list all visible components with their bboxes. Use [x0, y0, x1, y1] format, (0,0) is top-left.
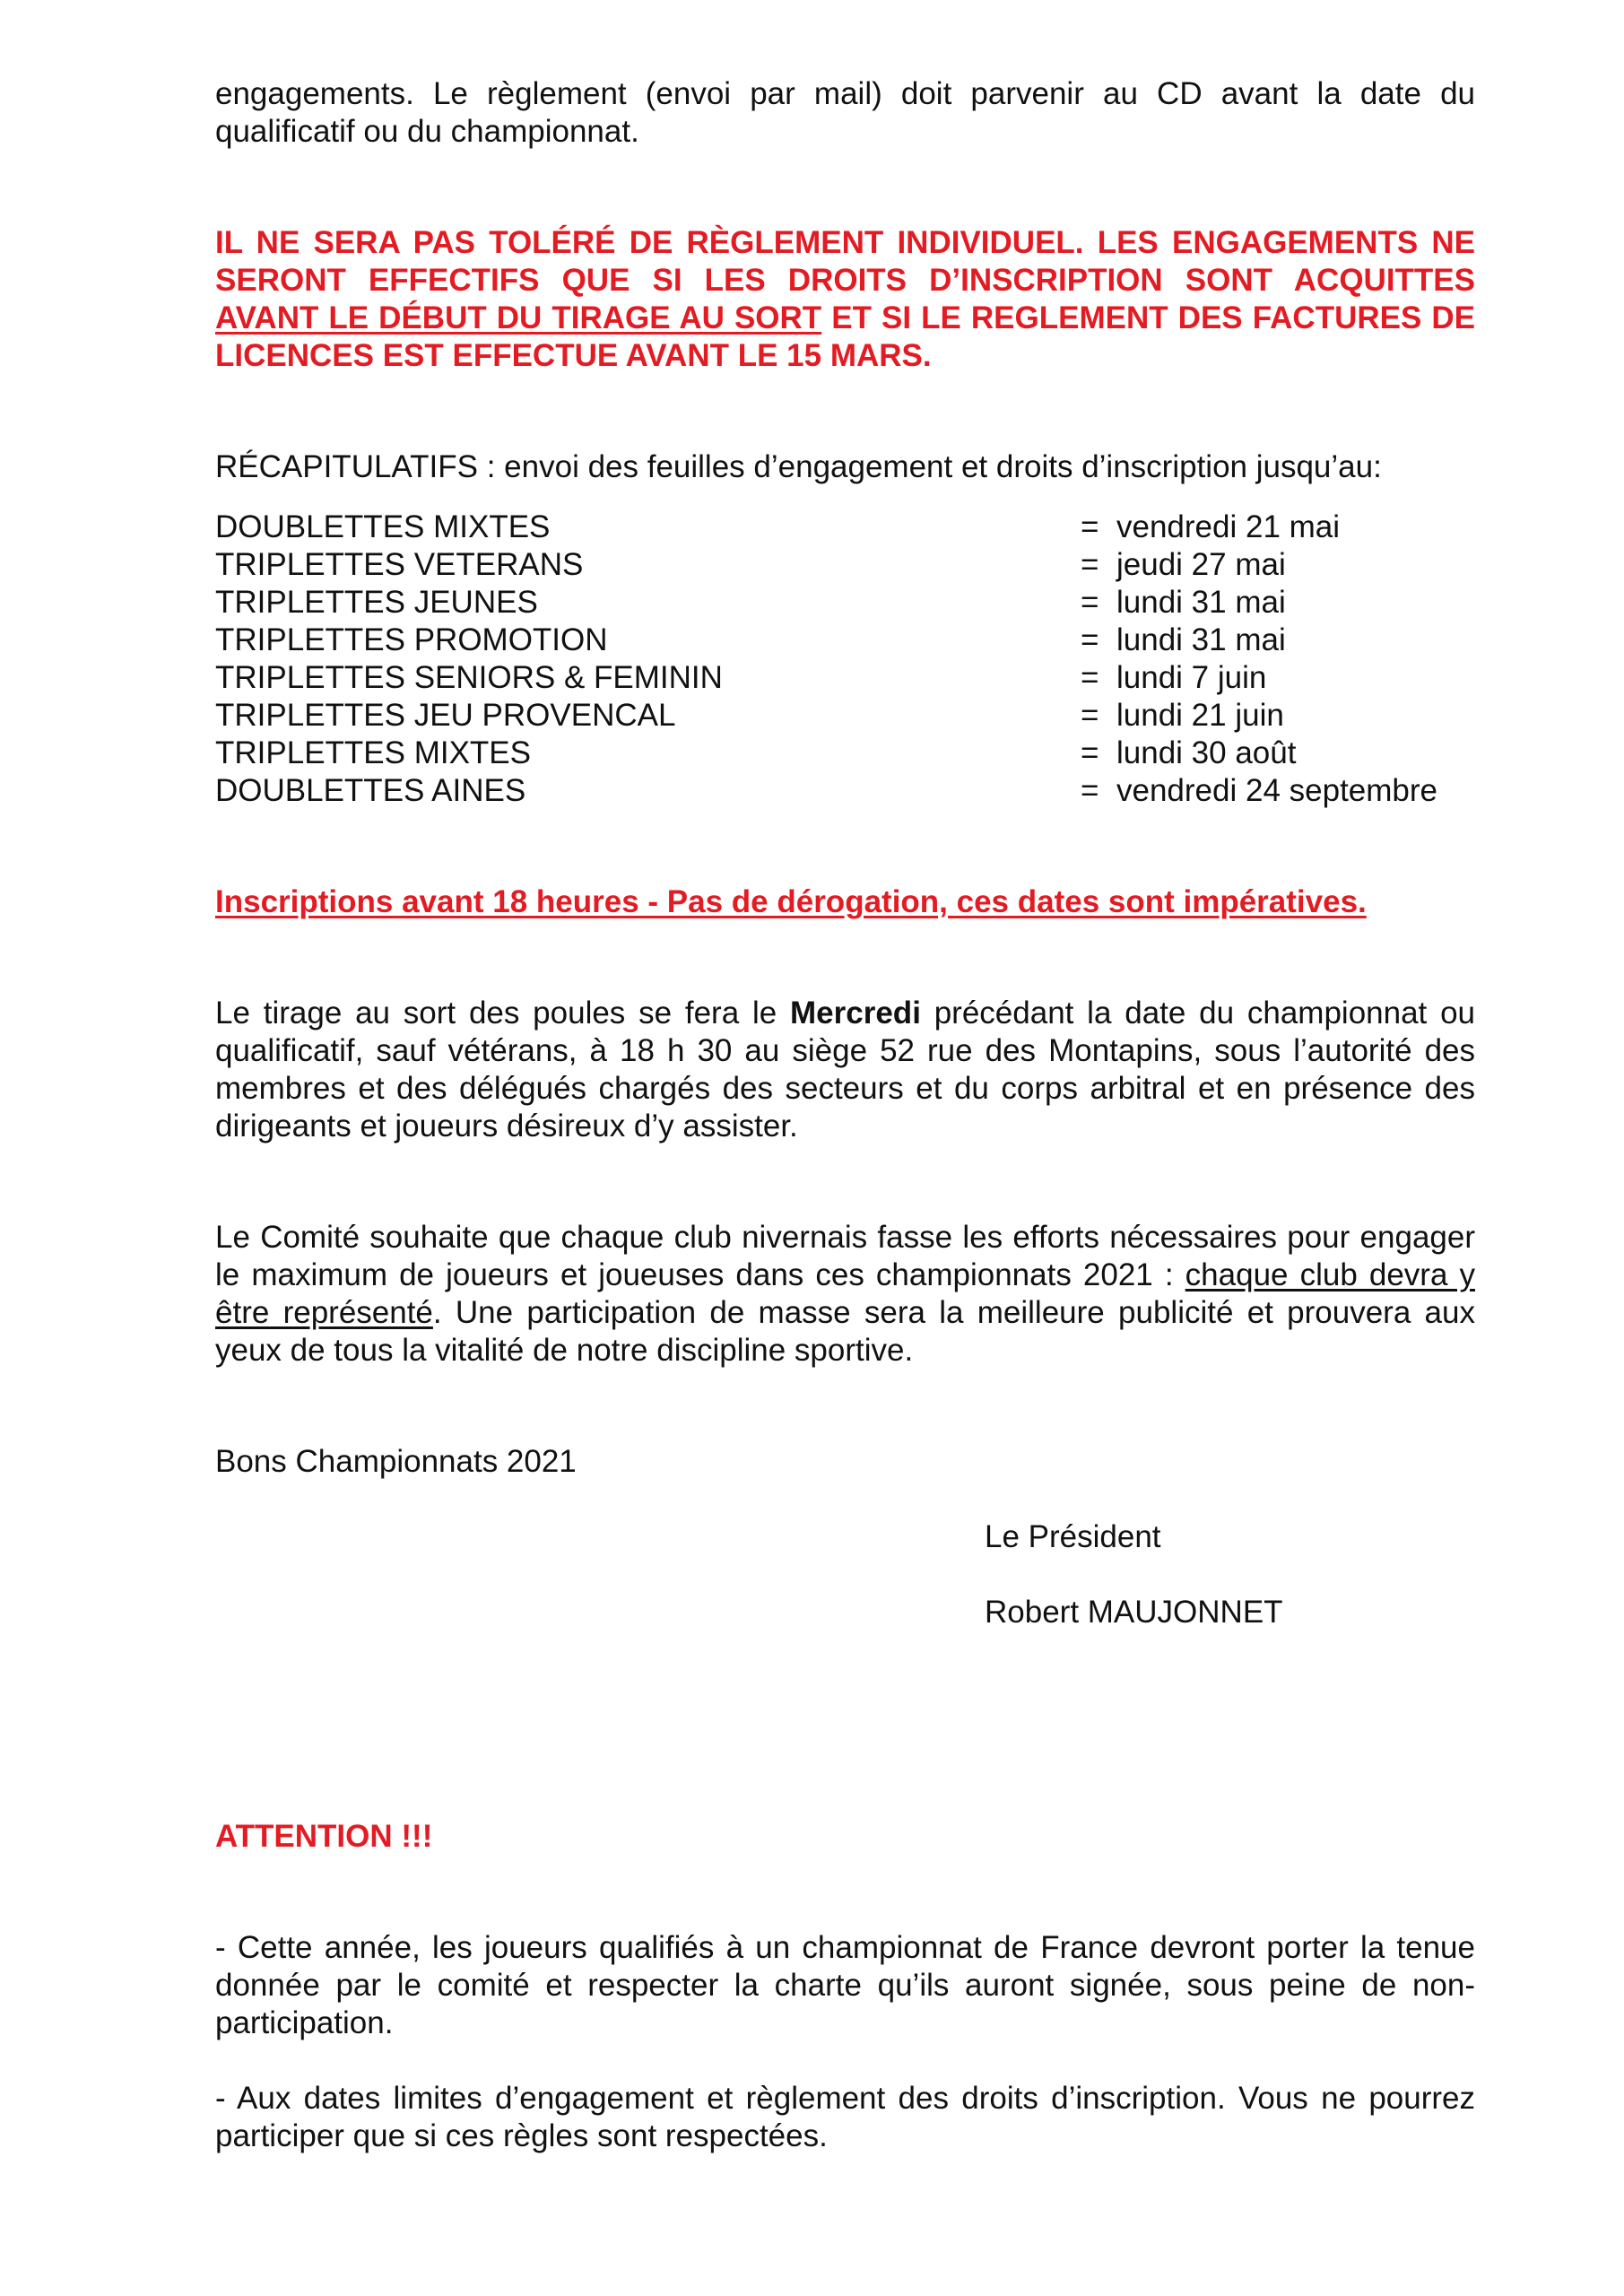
deadline-notice: Inscriptions avant 18 heures - Pas de dérogation, ces dates sont impératives. [215, 884, 1367, 919]
warning-paragraph [215, 224, 1475, 375]
recap-item-name: TRIPLETTES MIXTES [215, 735, 531, 770]
draw-text-weekday: Mercredi [790, 996, 921, 1031]
committee-text-underlined: chaque club devra y être représenté [215, 1257, 1475, 1330]
attention-title: ATTENTION !!! [215, 1819, 433, 1854]
closing-greeting: Bons Championnats 2021 [215, 1444, 577, 1479]
recap-item-date: vendredi 24 septembre [1116, 773, 1437, 808]
warning-text-underlined: AVANT LE DÉBUT DU TIRAGE AU SORT [215, 300, 822, 335]
recap-item-name: TRIPLETTES PROMOTION [215, 622, 608, 657]
recap-item [215, 735, 1475, 772]
recap-item [215, 584, 1475, 622]
recap-item-equals: = [1081, 698, 1099, 733]
recap-item-equals: = [1081, 622, 1099, 657]
draw-paragraph [215, 995, 1475, 1145]
recap-heading: RÉCAPITULATIFS : envoi des feuilles d’engagement et droits d’inscription jusqu’au: [215, 449, 1382, 484]
recap-item [215, 772, 1475, 810]
recap-item-name: TRIPLETTES SENIORS & FEMININ [215, 660, 723, 695]
draw-text-after: précédant la date du championnat ou qualificatif, sauf vétérans, à 18 h 30 au siège 52 rue des Montapins, sous l’autorité des membres et des délégués chargés des secteurs et du corps arbitral et en présence des dirigeants et joueurs désireux d’y assister. [215, 996, 1476, 1144]
draw-text-before: Le tirage au sort des poules se fera le [215, 996, 791, 1031]
recap-item-date: lundi 21 juin [1116, 698, 1284, 733]
recap-item-date: jeudi 27 mai [1116, 547, 1286, 582]
recap-item-name: TRIPLETTES JEU PROVENCAL [215, 698, 676, 733]
recap-item-equals: = [1081, 509, 1099, 544]
recap-item-equals: = [1081, 735, 1099, 770]
recap-item-date: lundi 7 juin [1116, 660, 1267, 695]
recap-item-name: DOUBLETTES MIXTES [215, 509, 551, 544]
recap-list [215, 509, 1475, 810]
warning-text-part1: IL NE SERA PAS TOLÉRÉ DE RÈGLEMENT INDIVIDUEL. LES ENGAGEMENTS NE SERONT EFFECTIFS QUE SI LES DROITS D’INSCRIPTION SONT ACQUITTES [215, 225, 1475, 298]
document-page [215, 75, 1475, 2155]
recap-item-date: lundi 30 août [1116, 735, 1297, 770]
recap-item-name: TRIPLETTES JEUNES [215, 585, 538, 620]
signature-role: Le Président [985, 1519, 1161, 1554]
committee-text-before: Le Comité souhaite que chaque club nivernais fasse les efforts nécessaires pour engager le maximum de joueurs et joueuses dans ces championnats 2021 : [215, 1220, 1475, 1292]
recap-item [215, 622, 1475, 659]
recap-item-name: TRIPLETTES VETERANS [215, 547, 584, 582]
recap-item-equals: = [1081, 773, 1099, 808]
committee-paragraph [215, 1219, 1475, 1370]
recap-item-date: lundi 31 mai [1116, 585, 1286, 620]
warning-text-part3: ET SI LE REGLEMENT DES FACTURES DE LICENCES EST EFFECTUE AVANT LE 15 MARS. [215, 300, 1475, 373]
recap-item [215, 509, 1475, 546]
recap-item-date: lundi 31 mai [1116, 622, 1286, 657]
recap-item-equals: = [1081, 585, 1099, 620]
recap-item [215, 697, 1475, 735]
signature-name: Robert MAUJONNET [985, 1595, 1283, 1630]
committee-text-after: . Une participation de masse sera la meilleure publicité et prouvera aux yeux de tous la vitalité de notre discipline sportive. [215, 1295, 1475, 1368]
intro-paragraph: engagements. Le règlement (envoi par mail) doit parvenir au CD avant la date du qualificatif ou du championnat. [215, 76, 1475, 149]
recap-item [215, 546, 1475, 584]
recap-item-equals: = [1081, 547, 1099, 582]
recap-item-date: vendredi 21 mai [1116, 509, 1341, 544]
attention-point: - Aux dates limites d’engagement et règlement des droits d’inscription. Vous ne pourrez participer que si ces règles sont respectées. [215, 2081, 1475, 2153]
recap-item-equals: = [1081, 660, 1099, 695]
attention-point: - Cette année, les joueurs qualifiés à un championnat de France devront porter la tenue donnée par le comité et respecter la charte qu’ils auront signée, sous peine de non-participation. [215, 1930, 1475, 2040]
recap-item-name: DOUBLETTES AINES [215, 773, 526, 808]
recap-item [215, 659, 1475, 697]
